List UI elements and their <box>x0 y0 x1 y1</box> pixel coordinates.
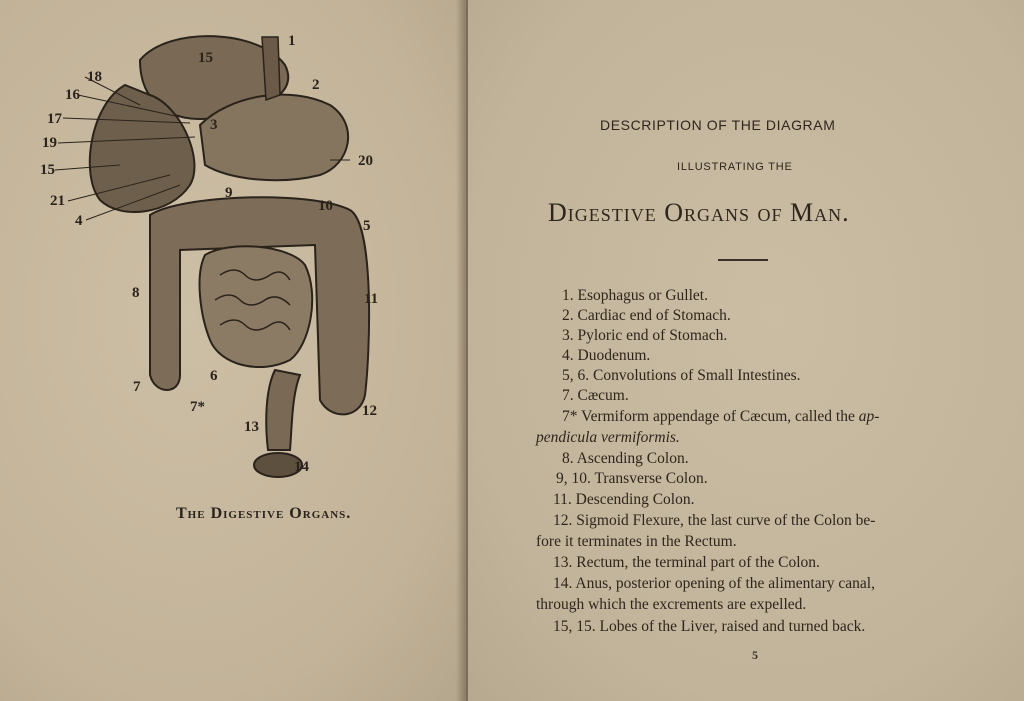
list-item: 9, 10. Transverse Colon. <box>556 470 708 487</box>
list-item: 14. Anus, posterior opening of the alimentary canal, <box>553 575 875 592</box>
list-item: 15, 15. Lobes of the Liver, raised and turned back. <box>553 618 866 635</box>
page-title: Digestive Organs of Man. <box>548 198 850 227</box>
diagram-label: 11 <box>364 291 379 307</box>
list-item-text: 7* Vermiform appendage of Cæcum, called the <box>562 408 855 425</box>
diagram-label: 8 <box>132 285 140 301</box>
diagram-label: 21 <box>50 193 65 209</box>
list-item: 1. Esophagus or Gullet. <box>562 287 708 304</box>
diagram-label: 18 <box>87 69 102 85</box>
list-item: 7. Cæcum. <box>562 387 629 404</box>
diagram-label: 19 <box>42 135 57 151</box>
diagram-label: 1 <box>288 33 296 49</box>
diagram-label: 15 <box>40 162 55 178</box>
heading-line-1: DESCRIPTION OF THE DIAGRAM <box>600 117 836 133</box>
diagram-label: 2 <box>312 77 320 93</box>
figure-caption: The Digestive Organs. <box>176 505 352 522</box>
list-item: 2. Cardiac end of Stomach. <box>562 307 731 324</box>
diagram-label: 4 <box>75 213 83 229</box>
list-item-continuation: fore it terminates in the Rectum. <box>536 533 737 550</box>
diagram-label: 17 <box>47 111 62 127</box>
diagram-label: 7* <box>190 399 205 415</box>
diagram-label: 20 <box>358 153 373 169</box>
list-item: 5, 6. Convolutions of Small Intestines. <box>562 367 801 384</box>
esophagus-illustration <box>262 37 280 100</box>
diagram-label: 14 <box>294 459 309 475</box>
diagram-label: 5 <box>363 218 371 234</box>
small-intestines-illustration <box>200 246 313 367</box>
list-item: 12. Sigmoid Flexure, the last curve of the Colon be- <box>553 512 876 529</box>
diagram-label: 15 <box>198 50 213 66</box>
page-number: 5 <box>752 648 758 662</box>
heading-line-2: ILLUSTRATING THE <box>677 161 793 173</box>
diagram-label: 13 <box>244 419 259 435</box>
list-item: 3. Pyloric end of Stomach. <box>562 327 728 344</box>
diagram-label: 6 <box>210 368 218 384</box>
rectum-illustration <box>266 370 300 450</box>
digestive-organs-illustration <box>30 25 430 495</box>
list-item-italic: ap- <box>858 408 880 425</box>
list-item <box>562 408 879 426</box>
diagram-label: 7 <box>133 379 141 395</box>
diagram-label: 3 <box>210 117 218 133</box>
list-item: 11. Descending Colon. <box>553 491 695 508</box>
diagram-label: 9 <box>225 185 233 201</box>
diagram-label: 16 <box>65 87 80 103</box>
left-page <box>0 0 466 701</box>
title-divider <box>718 259 768 261</box>
list-item-continuation: through which the excrements are expelled. <box>536 596 807 613</box>
list-item: 8. Ascending Colon. <box>562 450 689 467</box>
list-item: 4. Duodenum. <box>562 347 651 364</box>
diagram-label: 10 <box>318 198 333 214</box>
list-item-continuation: pendicula vermiformis. <box>536 429 680 446</box>
diagram-label: 12 <box>362 403 377 419</box>
list-item: 13. Rectum, the terminal part of the Colon. <box>553 554 820 571</box>
